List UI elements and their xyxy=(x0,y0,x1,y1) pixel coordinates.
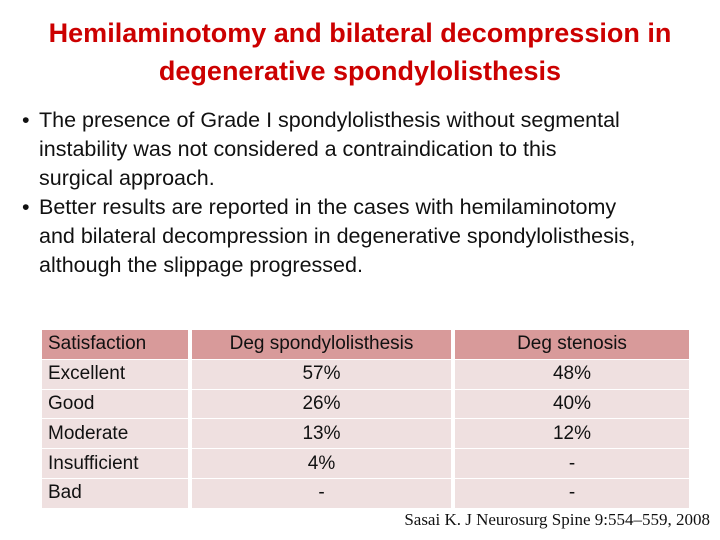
slide-title-line-2: degenerative spondylolisthesis xyxy=(158,56,562,86)
table-cell: Moderate xyxy=(42,418,188,448)
bullet-line: The presence of Grade I spondylolisthesis without segmental xyxy=(39,108,620,132)
table-row xyxy=(42,478,689,508)
table-cell: 26% xyxy=(192,389,451,419)
bullet-marker: • xyxy=(22,195,30,219)
column-header-deg-stenosis: Deg stenosis xyxy=(455,330,689,359)
table-cell: Insufficient xyxy=(42,448,188,478)
table-cell: Excellent xyxy=(42,359,188,389)
table-cell: 57% xyxy=(192,359,451,389)
table-cell: - xyxy=(455,448,689,478)
table-cell: - xyxy=(455,478,689,508)
table-cell: 40% xyxy=(455,389,689,419)
table-cell: - xyxy=(192,478,451,508)
table-cell: Good xyxy=(42,389,188,419)
table-row xyxy=(42,359,689,389)
table-row xyxy=(42,418,689,448)
bullet-item xyxy=(22,193,718,280)
bullet-item xyxy=(22,106,718,193)
table-cell: 48% xyxy=(455,359,689,389)
column-header-satisfaction: Satisfaction xyxy=(42,330,188,359)
slide-title-line-1: Hemilaminotomy and bilateral decompression in xyxy=(48,18,672,48)
table-cell: 13% xyxy=(192,418,451,448)
bullet-list xyxy=(22,106,718,280)
bullet-marker: • xyxy=(22,108,30,132)
satisfaction-table xyxy=(42,330,689,508)
table-cell: 12% xyxy=(455,418,689,448)
bullet-line: instability was not considered a contraindication to this xyxy=(39,137,557,161)
slide-title xyxy=(0,14,720,90)
column-header-deg-spondylolisthesis: Deg spondylolisthesis xyxy=(192,330,451,359)
table-cell: 4% xyxy=(192,448,451,478)
bullet-line: Better results are reported in the cases with hemilaminotomy xyxy=(39,195,617,219)
bullet-line: and bilateral decompression in degenerative spondylolisthesis, xyxy=(39,224,636,248)
table-header-row xyxy=(42,330,689,359)
table-row xyxy=(42,448,689,478)
table-cell: Bad xyxy=(42,478,188,508)
bullet-line: surgical approach. xyxy=(39,166,215,190)
bullet-line: although the slippage progressed. xyxy=(39,253,363,277)
table-row xyxy=(42,389,689,419)
citation: Sasai K. J Neurosurg Spine 9:554–559, 2008 xyxy=(404,510,710,529)
